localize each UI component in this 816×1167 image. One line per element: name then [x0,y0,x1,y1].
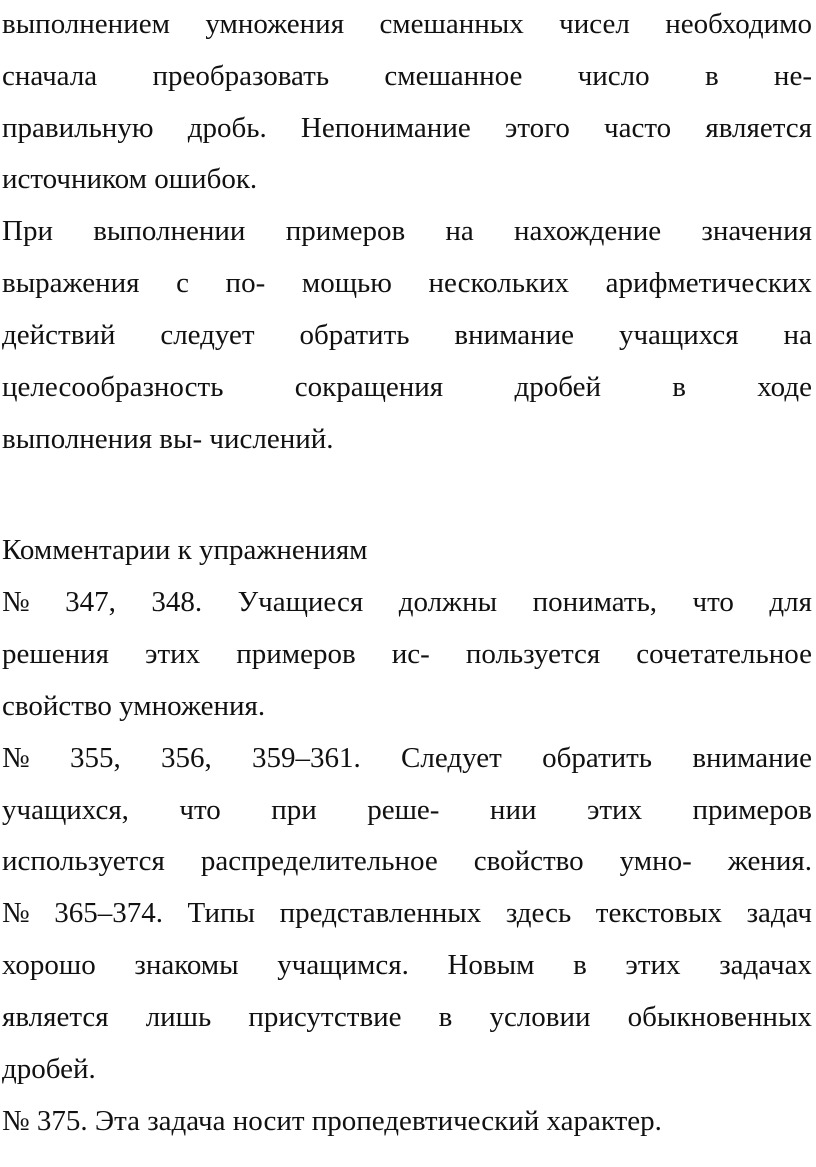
word: при [271,794,317,826]
text-line [2,738,812,778]
word: этих [625,949,681,981]
word: необходимо [665,8,812,40]
word: в [704,60,719,92]
text-line: № 375. Эта задача носит пропедевтический характер. [2,1105,662,1137]
word: нахождение [514,215,662,247]
word: учащимся. [277,949,409,981]
word: сокращения [294,371,444,403]
section-heading: Комментарии к упражнениям [2,534,368,566]
word: № [2,897,30,929]
word: примеров [692,794,812,826]
word: нескольких [428,267,570,299]
word: выполнением [2,8,170,40]
word: задачах [719,949,812,981]
word: следует [160,319,255,351]
word: обратить [299,319,410,351]
word: смешанное [384,60,523,92]
word: умножения [205,8,345,40]
word: по- [225,267,266,299]
word: № [2,742,30,774]
text-line: выполнения вы- числений. [2,423,334,455]
word: является [705,112,812,144]
word: преобразовать [152,60,330,92]
word: целесообразность [2,371,224,403]
word: примеров [236,638,356,670]
word: сочетательное [636,638,812,670]
word: используется [2,845,165,877]
word: умно- [619,845,692,877]
word: пользуется [465,638,601,670]
word: хорошо [2,949,96,981]
word: для [769,586,812,618]
word: Учащиеся [237,586,364,618]
word: здесь [505,897,572,929]
word: этих [586,794,643,826]
word: этих [145,638,201,670]
word: в [672,371,686,403]
text-line [2,4,812,44]
word: в [438,1001,453,1033]
word: 365–374. [54,897,163,929]
word: выражения [2,267,140,299]
word: реше- [367,794,440,826]
text-line [2,790,812,830]
word: текстовых [595,897,723,929]
text-line [2,108,812,148]
word: что [179,794,221,826]
text-line [2,582,812,622]
text-line [2,945,812,985]
word: 355, [69,742,121,774]
word: Непонимание [300,112,471,144]
word: внимание [692,742,812,774]
text-line [2,263,812,303]
word: Следует [401,742,502,774]
word: сначала [2,60,98,92]
word: должны [398,586,498,618]
word: знакомы [134,949,239,981]
word: в [573,949,587,981]
word: внимание [454,319,575,351]
word: правильную [2,112,154,144]
word: условии [489,1001,591,1033]
word: действий [2,319,116,351]
text-line: источником ошибок. [2,163,258,195]
text-line [2,634,812,674]
word: что [692,586,734,618]
word: присутствие [248,1001,402,1033]
word: дробь. [187,112,267,144]
word: с [176,267,189,299]
word: часто [604,112,672,144]
word: число [577,60,650,92]
text-line [2,211,812,251]
word: 347, [65,586,116,618]
text-line [2,841,812,881]
word: обыкновенных [627,1001,812,1033]
word: 359–361. [252,742,361,774]
word: учащихся [618,319,739,351]
word: примеров [285,215,406,247]
word: ис- [391,638,430,670]
word: ходе [757,371,812,403]
word: жения. [727,845,812,877]
word: этого [504,112,570,144]
text-line [2,367,812,407]
word: дробей [514,371,601,403]
word: распределительное [200,845,438,877]
word: мощью [301,267,392,299]
word: представленных [279,897,482,929]
word: на [445,215,474,247]
word: обратить [542,742,653,774]
word: Новым [447,949,535,981]
text-line [2,997,812,1037]
word: учащихся, [2,794,129,826]
text-line [2,315,812,355]
word: лишь [145,1001,212,1033]
word: решения [2,638,109,670]
text-line: дробей. [2,1053,96,1085]
text-line [2,893,812,933]
word: Типы [187,897,256,929]
word: нии [489,794,537,826]
word: задач [746,897,812,929]
word: арифметических [605,267,812,299]
word: При [2,215,53,247]
text-line: свойство умножения. [2,690,266,722]
word: № [2,586,30,618]
word: чисел [559,8,630,40]
word: на [783,319,812,351]
word: выполнении [93,215,246,247]
word: не- [773,60,812,92]
word: является [2,1001,109,1033]
word: значения [701,215,812,247]
word: свойство [473,845,584,877]
word: 356, [160,742,212,774]
word: смешанных [379,8,524,40]
word: 348. [151,586,203,618]
word: понимать, [532,586,658,618]
text-line [2,56,812,96]
